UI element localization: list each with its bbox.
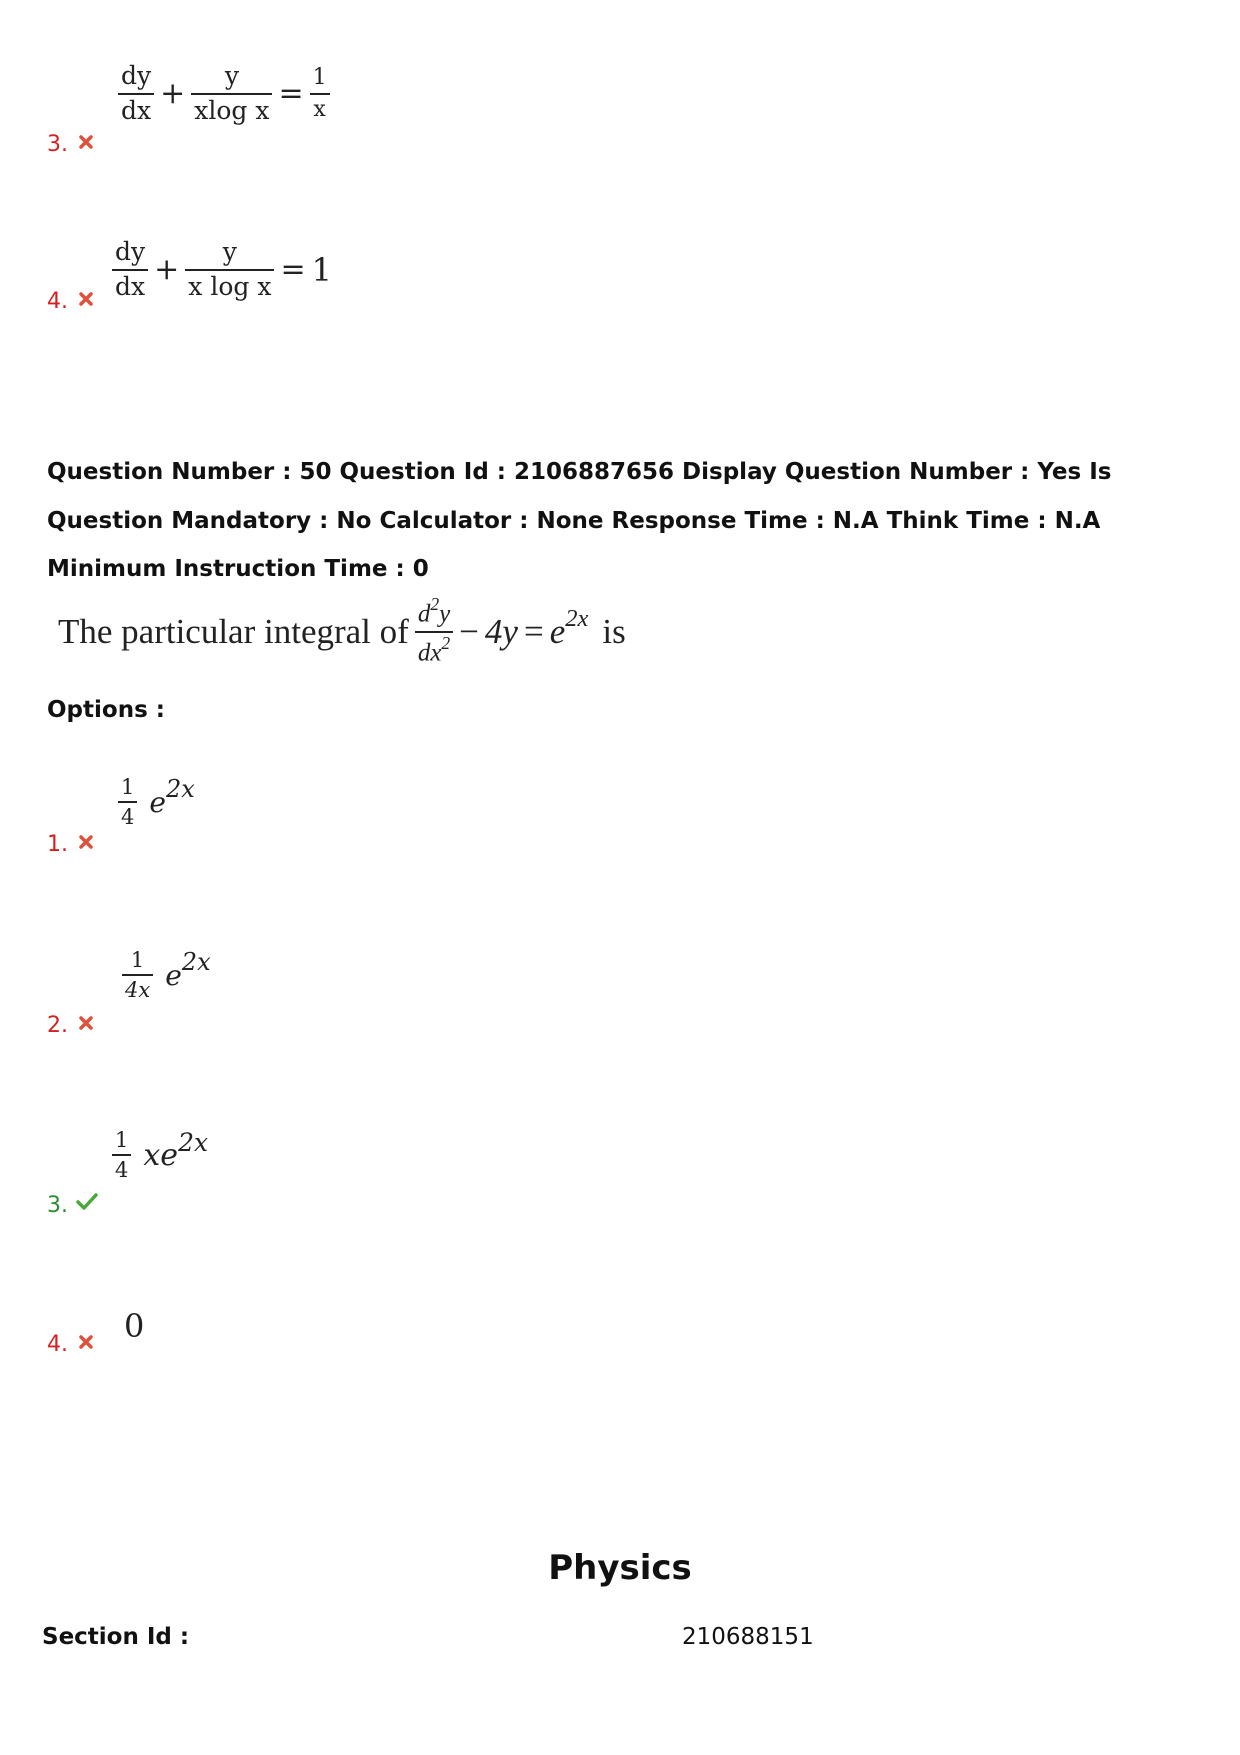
fraction-y-xlogx (185, 238, 274, 302)
wrong-mark-icon (78, 134, 94, 150)
fraction-bar (112, 269, 148, 271)
option-body: e (149, 785, 166, 819)
option-body: 0 (124, 1307, 145, 1345)
plus-sign: + (160, 76, 186, 112)
d-symbol: d (417, 600, 431, 628)
minus-sign: − (459, 612, 479, 652)
numerator: y (222, 237, 237, 266)
option-2-number: 2. (47, 1013, 68, 1038)
numerator: dy (121, 61, 152, 90)
numerator: 1 (115, 1128, 129, 1152)
prev-option-4-formula (112, 238, 332, 302)
fraction-y-xlogx (191, 62, 272, 126)
option-3-number: 3. (47, 1193, 68, 1218)
numerator: 1 (130, 948, 145, 972)
denominator (415, 635, 453, 668)
numerator (415, 596, 453, 629)
fraction-bar (112, 1154, 131, 1156)
option-body: xe (143, 1137, 179, 1173)
fraction (118, 775, 137, 829)
denominator: 4 (121, 805, 135, 830)
fraction-1-x (310, 65, 330, 122)
question-meta: Question Number : 50 Question Id : 2106887656 Display Question Number : Yes Is Question Mandatory : No Calculator : None Response Time : N.A Think Time : N.A Minimum Instruction Time : 0 (47, 459, 1112, 582)
option-exponent: 2x (181, 947, 211, 976)
option-body: e (165, 958, 182, 992)
denominator: xlog x (194, 95, 270, 125)
denominator: x log x (188, 271, 272, 301)
dx-symbol: dx (417, 639, 442, 667)
term: 4y (484, 612, 518, 652)
fraction (122, 948, 153, 1002)
exponent: 2 (430, 594, 440, 615)
denominator: 4x (125, 978, 151, 1003)
question-prefix: The particular integral of (58, 612, 409, 652)
numerator: 1 (312, 65, 327, 91)
question-text (58, 596, 626, 668)
fraction-bar (118, 93, 154, 95)
exponent: 2 (441, 633, 451, 654)
section-title: Physics (548, 1548, 692, 1588)
question-suffix: is (602, 612, 626, 652)
wrong-mark-icon (78, 1015, 94, 1031)
correct-check-icon (76, 1192, 98, 1210)
option-2-formula (122, 948, 211, 1002)
section-id-label: Section Id : (42, 1624, 190, 1650)
fraction (112, 1128, 131, 1182)
equals-sign: = (523, 612, 544, 652)
wrong-mark-icon (78, 291, 94, 307)
option-1-number: 1. (47, 832, 68, 857)
fraction-dy-dx (118, 62, 154, 126)
option-4-number: 4. (47, 1332, 68, 1357)
options-label: Options : (47, 697, 165, 723)
denominator: dx (115, 271, 146, 301)
fraction-bar (191, 93, 272, 95)
fraction-bar (185, 269, 274, 271)
variable: y (439, 600, 451, 628)
fraction-bar (118, 801, 137, 803)
option-1-formula (118, 775, 195, 829)
prev-option-3-number: 3. (47, 132, 68, 157)
fraction-bar (122, 974, 153, 976)
prev-option-4-number: 4. (47, 289, 68, 314)
plus-sign: + (154, 252, 180, 288)
second-derivative-fraction (415, 596, 453, 668)
option-exponent: 2x (165, 774, 195, 803)
denominator: 4 (115, 1158, 129, 1183)
section-id-value: 210688151 (682, 1624, 814, 1650)
wrong-mark-icon (78, 1334, 94, 1350)
option-exponent: 2x (178, 1128, 209, 1158)
exp-power: 2x (565, 604, 589, 632)
option-3-formula (112, 1128, 208, 1182)
prev-option-3-formula (118, 62, 330, 126)
exp-base: e (549, 612, 566, 652)
denominator: dx (121, 95, 152, 125)
fraction-bar (310, 93, 330, 95)
numerator: y (224, 61, 239, 90)
rhs-value: 1 (311, 250, 332, 289)
numerator: 1 (121, 775, 135, 799)
option-4-formula (124, 1307, 144, 1345)
equals-sign: = (280, 252, 306, 288)
denominator: x (313, 96, 326, 122)
numerator: dy (115, 237, 146, 266)
fraction-dy-dx (112, 238, 148, 302)
wrong-mark-icon (78, 834, 94, 850)
equals-sign: = (278, 76, 304, 112)
